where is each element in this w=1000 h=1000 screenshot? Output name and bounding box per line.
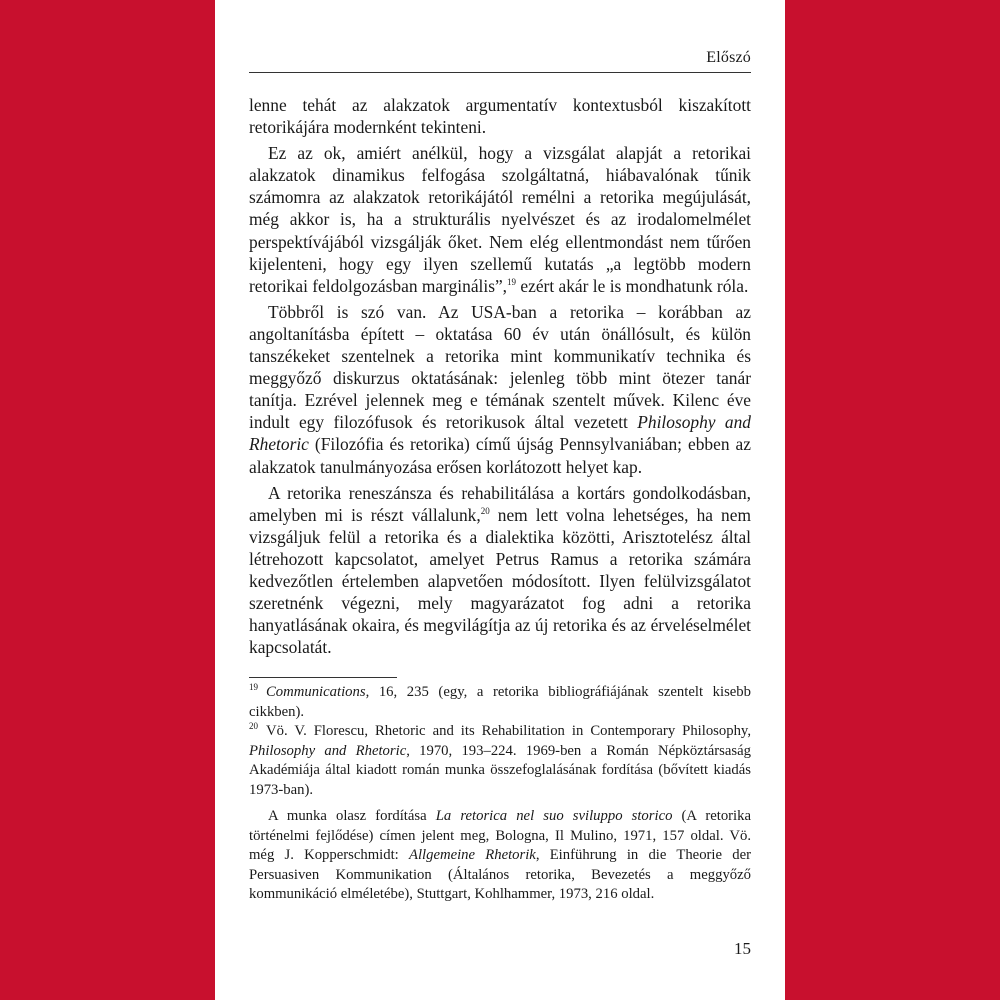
footnote-19 bbox=[249, 683, 751, 722]
header-rule bbox=[249, 72, 751, 73]
running-header: Előszó bbox=[706, 49, 751, 66]
footnote-continuation bbox=[249, 807, 751, 905]
paragraph-3-text: Többről is szó van. Az USA-ban a retorika – korábban az angoltanításba épített – oktatása 60 év után önállósult, és külön tanszékeket szentelnek a retorika mint kommunikatív technika és meggyőző diskurzus oktatásának: jelenleg több mint ötezer tanár tanítja. Ezrével jelennek meg e témának szentelt művek. Kilenc éve indult egy filozófusok és retorikusok által vezetett bbox=[249, 301, 751, 433]
continuation-text-a: A munka olasz fordítása bbox=[268, 808, 436, 824]
footnote-20-title: Philosophy and Rhetoric bbox=[249, 742, 407, 759]
paragraph-4-text: A retorika reneszánsza és rehabilitálása a kortárs gondolkodásban, amelyben mi is részt vállalunk, bbox=[249, 482, 751, 525]
footnotes bbox=[249, 683, 751, 905]
book-page bbox=[215, 0, 785, 1000]
paragraph-1-text: lenne tehát az alakzatok argumentatív kontextusból kiszakított retorikájára modernként tekinteni. bbox=[249, 95, 751, 138]
main-text bbox=[249, 94, 751, 658]
footnote-ref-20[interactable]: 20 bbox=[480, 505, 490, 516]
paragraph-1 bbox=[249, 94, 751, 138]
paragraph-3 bbox=[249, 301, 751, 478]
continuation-title-2: Allgemeine Rhetorik bbox=[408, 847, 536, 863]
footnote-19-text: , 16, 235 (egy, a retorika bibliográfiájának szentelt kisebb cikkben). bbox=[249, 684, 751, 720]
continuation-text-b: (A retorika történelmi fejlődése) címen jelent meg, Bologna, Il Mulino, 1971, 157 oldal. Vö. még J. Kopperschmidt: bbox=[249, 808, 751, 863]
page-number: 15 bbox=[734, 939, 751, 958]
footnote-19-title: Communications bbox=[266, 684, 366, 700]
footnote-20 bbox=[249, 722, 751, 800]
footnote-rule bbox=[249, 677, 397, 678]
footnote-20-text-end: , 1970, 193–224. 1969-ben a Román Népköztársaság Akadémiája által kiadott román munka összefoglalásának fordítása (bővített kiadás 1973-ban). bbox=[249, 742, 751, 798]
paragraph-2-text-end: ezért akár le is mondhatunk róla. bbox=[516, 275, 749, 296]
paragraph-2-text: Ez az ok, amiért anélkül, hogy a vizsgálat alapját a retorikai alakzatok dinamikus felfogása szolgáltatná, hiábavalónak tűnik számomra az alakzatok retorikájától remélni a retorika megújulását, még akkor is, ha a strukturális nyelvészet és az irodalomelmélet perspektívájából vizsgálják őket. Nem elég ellentmondást nem tűrően kijelenteni, hogy egy ilyen szellemű kutatás „a legtöbb modern retorikai feldolgozásban marginális”, bbox=[249, 143, 751, 296]
paragraph-4 bbox=[249, 482, 751, 659]
paragraph-3-text-end: (Filozófia és retorika) című újság Pennsylvaniában; ebben az alakzatok tanulmányozása erősen korlátozott helyet kap. bbox=[249, 434, 751, 477]
footnote-19-number: 19 bbox=[249, 682, 258, 693]
footnote-ref-19[interactable]: 19 bbox=[507, 276, 517, 287]
footnote-20-text: Vö. V. Florescu, Rhetoric and its Rehabilitation in Contemporary Philosophy, bbox=[266, 723, 751, 739]
paragraph-4-text-end: nem lett volna lehetséges, ha nem vizsgáljuk felül a retorika és a dialektika közötti, Arisztotelész által létrehozott kapcsolatot, amelyet Petrus Ramus a retorika számára kedvezőtlen értelemben alapvetően módosított. Ilyen felülvizsgálatot szeretnénk végezni, mely magyarázatot fog adni a retorika hanyatlásának okaira, és megvilágítja az új retorika és az érveléselmélet kapcsolatát. bbox=[249, 504, 751, 658]
continuation-text-c: , Einführung in die Theorie der Persuasiven Kommunikation (Általános retorika, Bevezetés a meggyőző kommunikáció elméletébe), Stuttgart, Kohlhammer, 1973, 216 oldal. bbox=[249, 847, 751, 902]
continuation-title-1: La retorica nel suo sviluppo storico bbox=[435, 808, 673, 824]
footnote-20-number: 20 bbox=[249, 721, 258, 732]
journal-title: Philosophy and Rhetoric bbox=[249, 412, 751, 455]
paragraph-2 bbox=[249, 142, 751, 297]
